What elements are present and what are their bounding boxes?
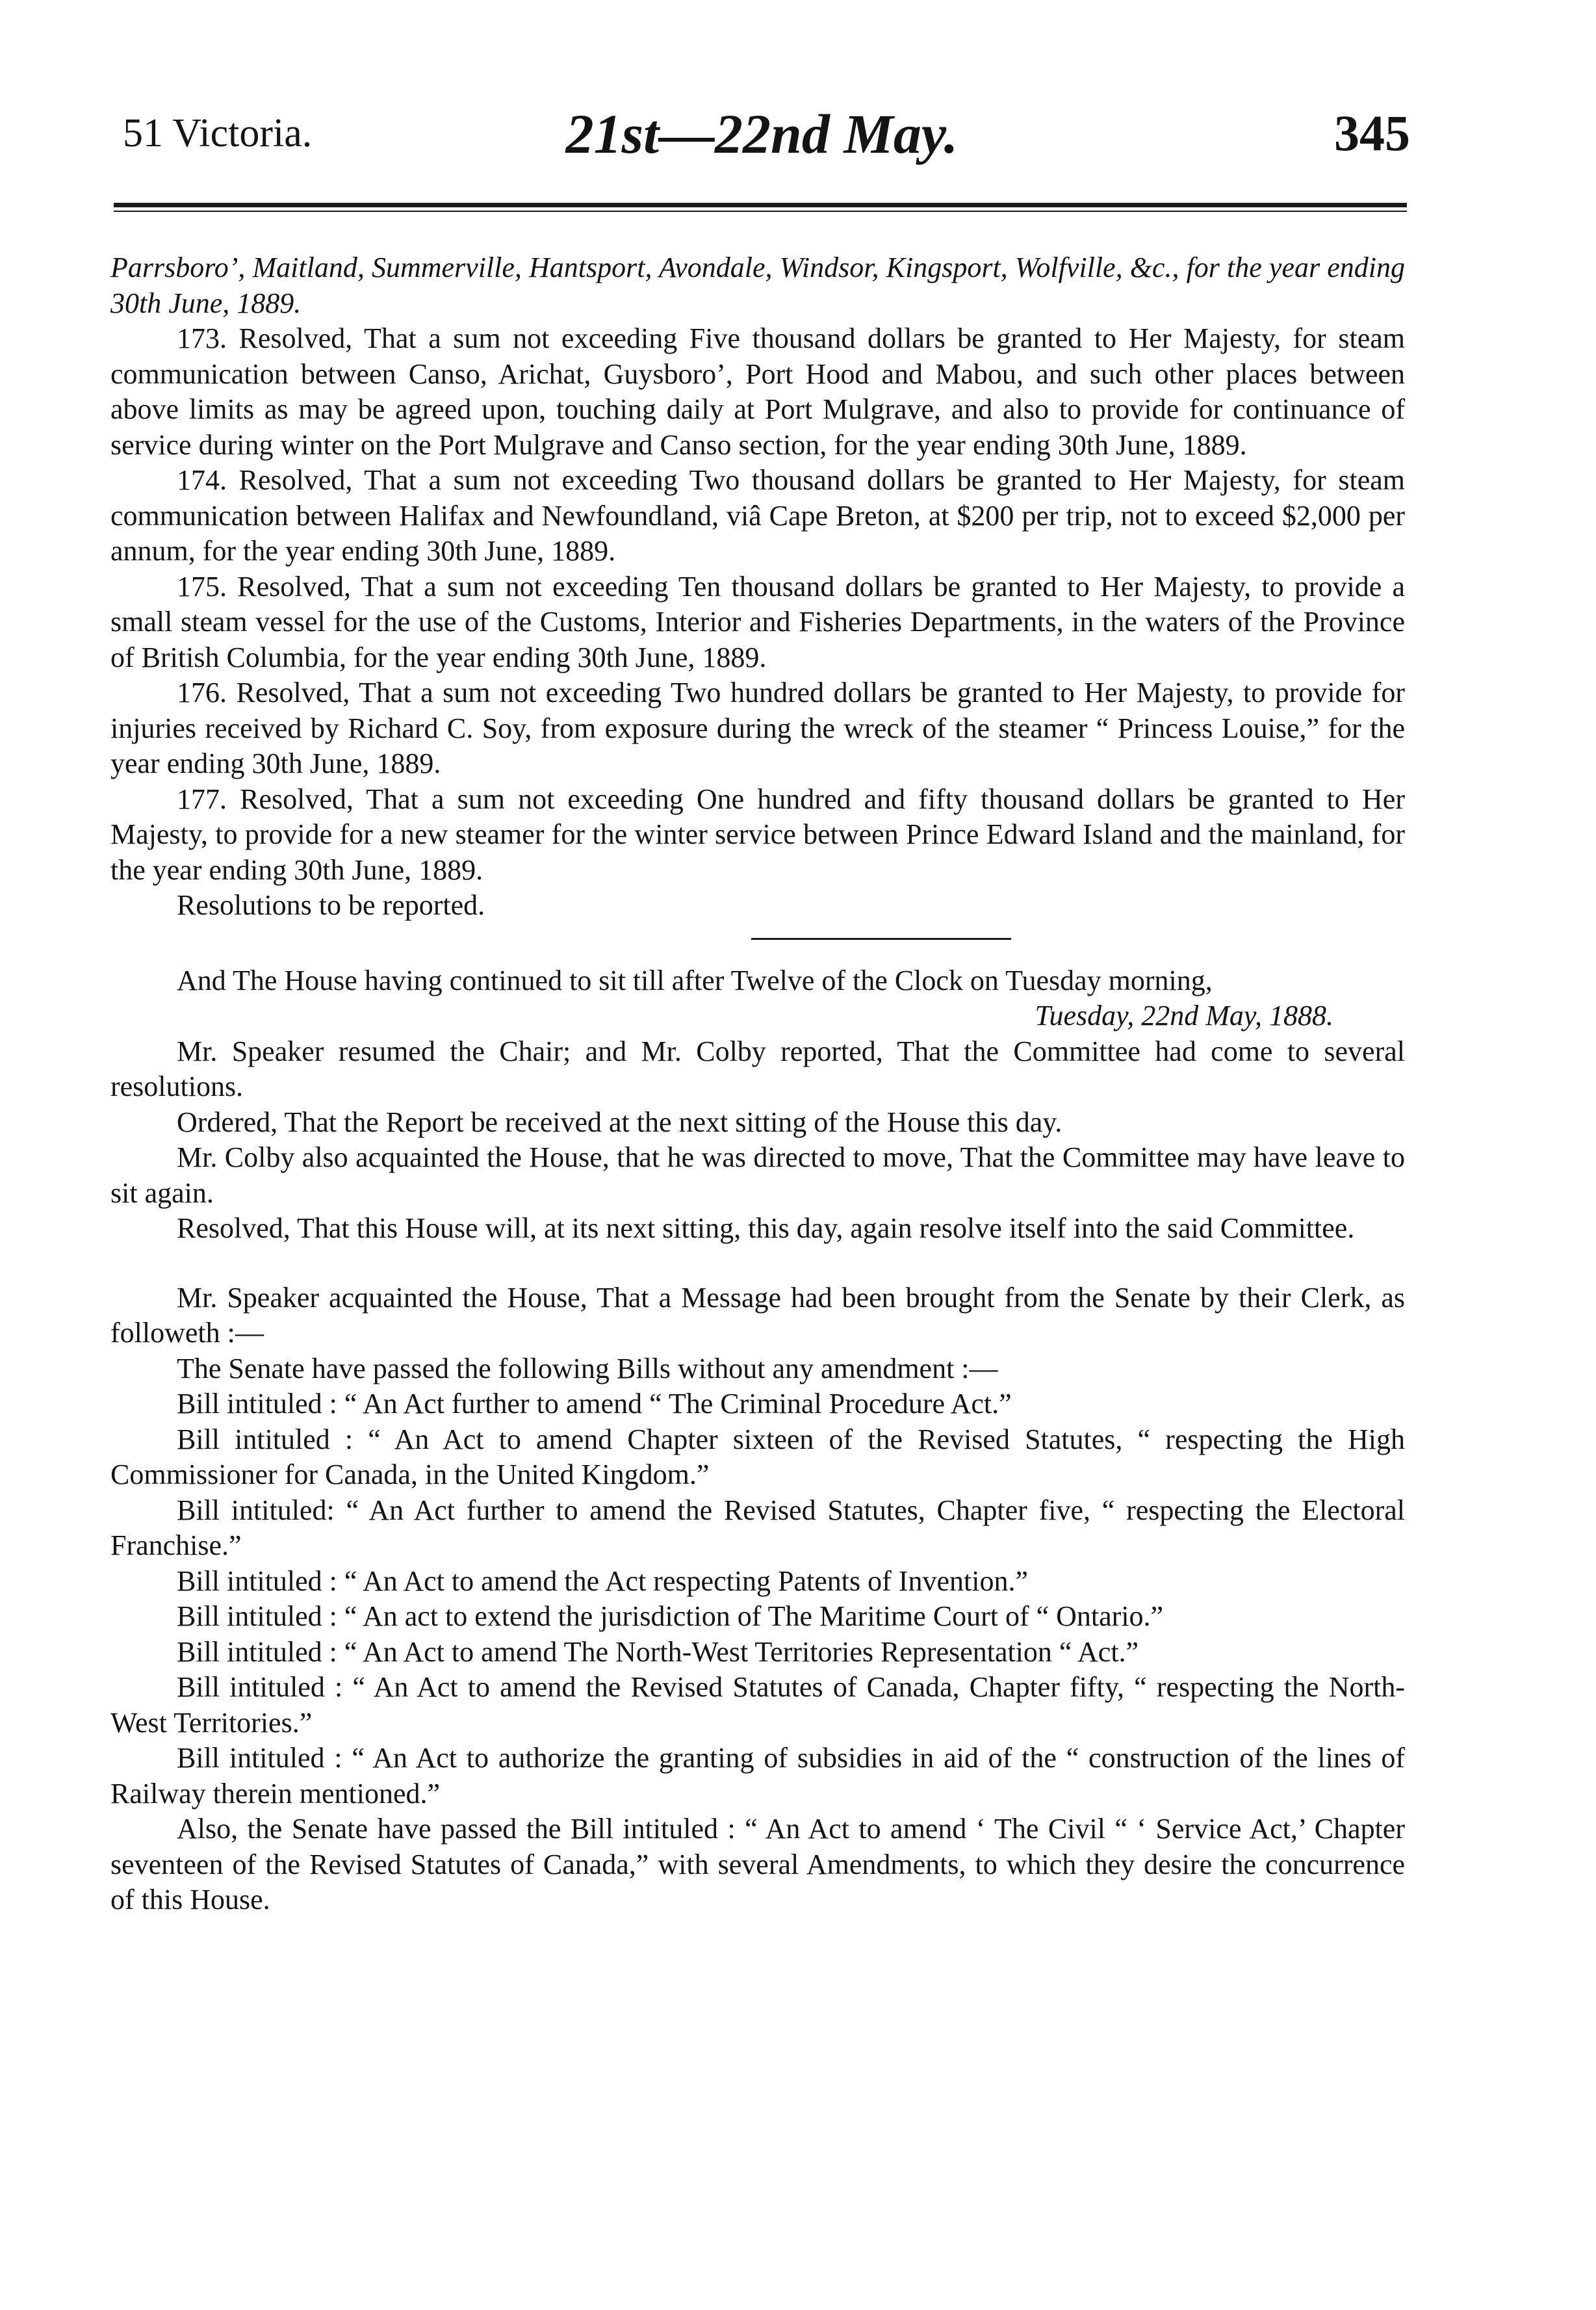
page-number: 345 [1334,105,1410,161]
page-date-title: 21st—22nd May. [565,103,959,165]
bill-item: Bill intituled: “ An Act further to amend the Revised Statutes, Chapter five, “ respecting the Electoral Franchise.” [110,1494,1405,1561]
bill-item: Bill intituled : “ An act to extend the jurisdiction of The Maritime Court of “ Ontario.” [177,1600,1164,1632]
bill-item: Bill intituled : “ An Act to amend the Act respecting Patents of Invention.” [177,1564,1028,1597]
header-rule-thin [114,211,1407,212]
resolution-176: 176. Resolved, That a sum not exceeding Two hundred dollars be granted to Her Majesty, to provide for injuries received by Richard C. Soy, from exposure during the wreck of the steamer “ Princess Louise,” for the year ending 30th June, 1889. [110,677,1405,779]
resolution-177: 177. Resolved, That a sum not exceeding One hundred and fifty thousand dollars be granted to Her Majesty, to provide for a new steamer for the winter service between Prince Edward Island and the mainland, for the year ending 30th June, 1889. [110,783,1405,886]
dateline: Tuesday, 22nd May, 1888. [1035,1000,1333,1032]
page-header [114,97,1410,175]
ordered-paragraph: Ordered, That the Report be received at the next sitting of the House this day. [177,1106,1062,1138]
bill-item: Bill intituled : “ An Act to amend the Revised Statutes of Canada, Chapter fifty, “ respecting the North-West Territories.” [110,1671,1405,1739]
paragraph-gap [110,1247,1405,1280]
bill-item: Bill intituled : “ An Act to authorize the granting of subsidies in aid of the “ construction of the lines of Railway therein mentioned.” [110,1742,1405,1810]
bill-item: Bill intituled : “ An Act to amend The North-West Territories Representation “ Act.” [177,1635,1139,1668]
house-continued-paragraph: And The House having continued to sit till after Twelve of the Clock on Tuesday morning, [177,964,1213,996]
header-rule-thick [114,203,1407,207]
resolutions-reported: Resolutions to be reported. [177,889,485,921]
resolution-174: 174. Resolved, That a sum not exceeding Two thousand dollars be granted to Her Majesty, for steam communication between Halifax and Newfoundland, viâ Cape Breton, at $200 per trip, not to exceed $2,000 per annum, for the year ending 30th June, 1889. [110,464,1405,567]
resolved-committee-paragraph: Resolved, That this House will, at its next sitting, this day, again resolve itself into the said Committee. [177,1212,1355,1244]
bill-item: Bill intituled : “ An Act further to amend “ The Criminal Procedure Act.” [177,1388,1012,1420]
journal-body [110,250,1405,1918]
resolution-173: 173. Resolved, That a sum not exceeding Five thousand dollars be granted to Her Majesty, for steam communication between Canso, Arichat, Guysboro’, Port Hood and Mabou, and such other places between above limits as may be agreed upon, touching daily at Port Mulgrave, and also to provide for continuance of service during winter on the Port Mulgrave and Canso section, for the year ending 30th June, 1889. [110,322,1405,461]
senate-amendments-paragraph: Also, the Senate have passed the Bill intituled : “ An Act to amend ‘ The Civil “ ‘ Service Act,’ Chapter seventeen of the Revised Statutes of Canada,” with several Amendments, to which they desire the concurrence of this House. [110,1813,1405,1915]
place-list-paragraph: Parrsboro’, Maitland, Summerville, Hantsport, Avondale, Windsor, Kingsport, Wolfville, &c., for the year ending 30th June, 1889. [110,252,1405,319]
speaker-resumed-paragraph: Mr. Speaker resumed the Chair; and Mr. Colby reported, That the Committee had come to several resolutions. [110,1035,1405,1102]
senate-passed-paragraph: The Senate have passed the following Bills without any amendment :— [177,1352,998,1384]
bill-item: Bill intituled : “ An Act to amend Chapter sixteen of the Revised Statutes, “ respecting the High Commissioner for Canada, in the United Kingdom.” [110,1423,1405,1490]
senate-message-paragraph: Mr. Speaker acquainted the House, That a Message had been brought from the Senate by their Clerk, as followeth :— [110,1281,1405,1349]
section-divider [751,938,1011,940]
regnal-year: 51 Victoria. [123,111,313,155]
colby-leave-paragraph: Mr. Colby also acquainted the House, that he was directed to move, That the Committee may have leave to sit again. [110,1141,1405,1209]
resolution-175: 175. Resolved, That a sum not exceeding Ten thousand dollars be granted to Her Majesty, to provide a small steam vessel for the use of the Customs, Interior and Fisheries Departments, in the waters of the Province of British Columbia, for the year ending 30th June, 1889. [110,570,1405,673]
